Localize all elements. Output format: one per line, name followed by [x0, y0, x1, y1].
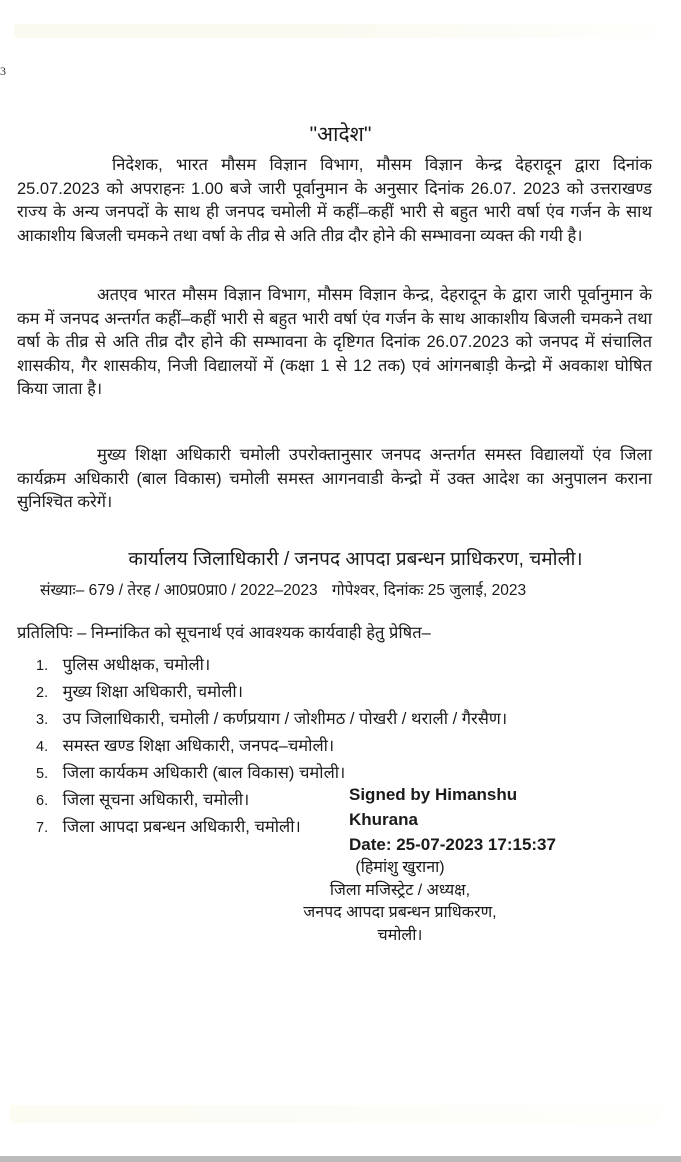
place-date: गोपेश्वर, दिनांकः 25 जुलाई, 2023 [331, 582, 527, 599]
copy-heading: प्रतिलिपिः – निम्नांकित को सूचनार्थ एवं आवश्यक कार्यवाही हेतु प्रेषित– [17, 624, 431, 642]
document-title: "आदेश" [309, 123, 372, 146]
recipient-text: जिला कार्यकम अधिकारी (बाल विकास) चमोली। [62, 764, 346, 782]
recipient-text: जिला आपदा प्रबन्धन अधिकारी, चमोली। [62, 818, 301, 836]
faint-header-smudge [14, 24, 654, 38]
reference-number: संख्याः– 679 / तेरह / आ0प्र0प्रा0 / 2022–2023 [40, 582, 318, 599]
signatory-authority: जनपद आपदा प्रबन्धन प्राधिकरण, [303, 904, 497, 921]
paragraph-forecast [17, 154, 652, 248]
signature-line: Khurana [349, 810, 418, 829]
signatory-block [300, 857, 500, 947]
signature-line: Signed by Himanshu [349, 785, 518, 804]
list-item [36, 733, 507, 760]
list-number: 7. [36, 820, 49, 836]
faint-footer-smudge [10, 1105, 660, 1123]
list-number: 6. [36, 793, 49, 809]
page-number: 3 [0, 64, 6, 78]
recipient-text: पुलिस अधीक्षक, चमोली। [62, 656, 211, 674]
reference-line [40, 578, 640, 600]
paragraph-order [17, 284, 652, 402]
list-item [36, 706, 507, 733]
recipient-text: समस्त खण्ड शिक्षा अधिकारी, जनपद–चमोली। [62, 737, 335, 755]
office-heading: कार्यालय जिलाधिकारी / जनपद आपदा प्रबन्धन प्राधिकरण, चमोली। [128, 549, 583, 570]
list-number: 4. [36, 739, 49, 755]
paragraph-text: अतएव भारत मौसम विज्ञान विभाग, मौसम विज्ञान केन्द्र, देहरादून के द्वारा जारी पूर्वानुमान के कम में जनपद अन्तर्गत कहीं–कहीं भारी से बहुत भारी वर्षा एंव गर्जन के साथ आकाशीय बिजली चमकने तथा वर्षा के तीव्र से अति तीव्र दौर होने की सम्भावना के दृष्टिगत दिनांक 26.07.2023 को जनपद में संचालित शासकीय, गैर शासकीय, निजी विद्यालयों में (कक्षा 1 से 12 तक) एवं आंगनबाड़ी केन्द्रो में अवकाश घोषित किया जाता है। [17, 286, 652, 399]
recipient-text: जिला सूचना अधिकारी, चमोली। [62, 791, 250, 809]
list-number: 1. [36, 658, 49, 674]
signatory-place: चमोली। [377, 926, 423, 944]
list-number: 3. [36, 712, 49, 728]
bottom-edge-bar [0, 1156, 681, 1162]
list-number: 5. [36, 766, 49, 782]
paragraph-text: मुख्य शिक्षा अधिकारी चमोली उपरोक्तानुसार जनपद अन्तर्गत समस्त विद्यालयों एंव जिला कार्यक्रम अधिकारी (बाल विकास) चमोली समस्त आगनवाडी केन्द्रो में उक्त आदेश का अनुपालन कराना सुनिश्चित करेगें। [17, 446, 652, 512]
recipient-text: उप जिलाधिकारी, चमोली / कर्णप्रयाग / जोशीमठ / पोखरी / थराली / गैरसैण। [62, 710, 508, 728]
recipient-text: मुख्य शिक्षा अधिकारी, चमोली। [62, 683, 243, 701]
list-item [36, 652, 507, 679]
signatory-designation: जिला मजिस्ट्रेट / अध्यक्ष, [329, 881, 471, 899]
paragraph-compliance [17, 444, 652, 515]
list-number: 2. [36, 685, 49, 701]
signature-date: Date: 25-07-2023 17:15:37 [349, 835, 556, 854]
list-item [36, 679, 507, 706]
digital-signature [349, 782, 556, 857]
paragraph-text: निदेशक, भारत मौसम विज्ञान विभाग, मौसम विज्ञान केन्द्र देहरादून द्वारा दिनांक 25.07.2023 को अपराहनः 1.00 बजे जारी पूर्वानुमान के अनुसार दिनांक 26.07. 2023 को उत्तराखण्ड राज्य के अन्य जनपदों के साथ ही जनपद चमोली में कहीं–कहीं भारी से बहुत भारी वर्षा एंव गर्जन के साथ आकाशीय बिजली चमकने तथा वर्षा के तीव्र से अति तीव्र दौर होने की सम्भावना व्यक्त की गयी है। [17, 156, 652, 245]
signatory-name: (हिमांशु खुराना) [355, 859, 445, 876]
